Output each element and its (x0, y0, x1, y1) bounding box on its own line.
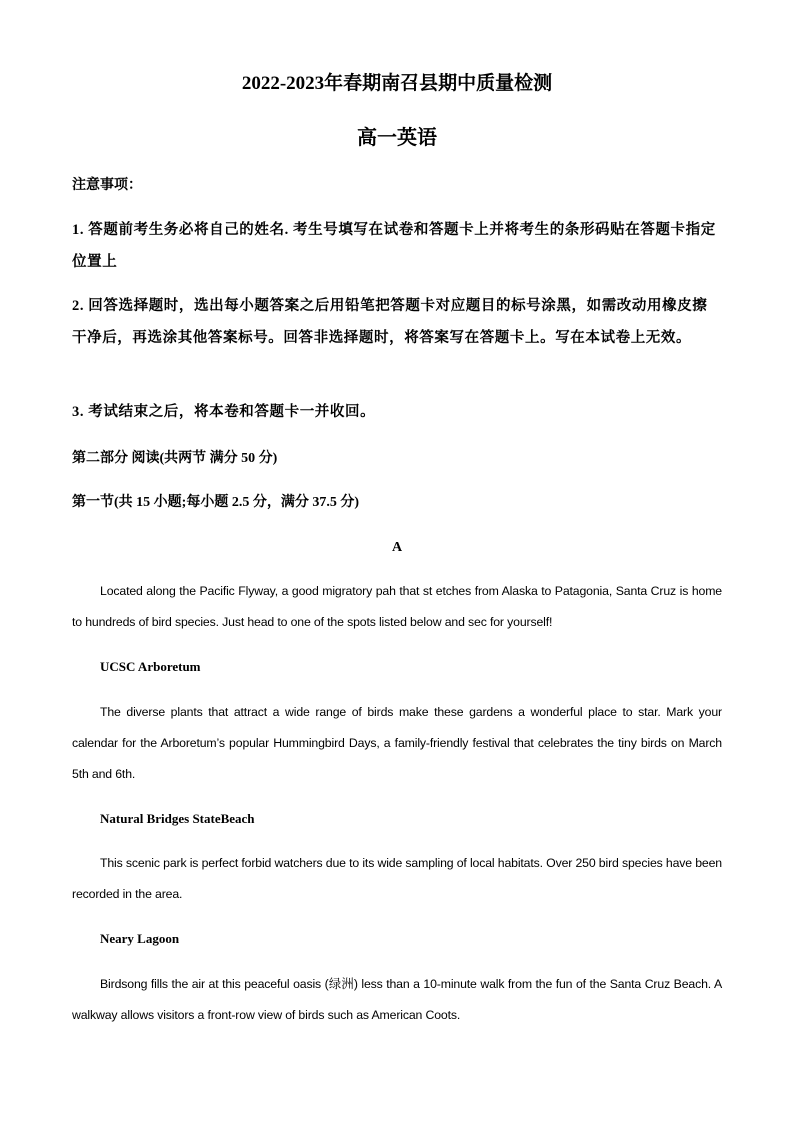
exam-title: 2022-2023年春期南召县期中质量检测 (241, 73, 553, 94)
notice-item-2: 2. 回答选择题时，选出每小题答案之后用铅笔把答题卡对应题目的标号涂黑，如需改动用橡皮擦干净后，再选涂其他答案标号。回答非选择题时，将答案写在答题卡上。写在本试卷上无效。 (72, 298, 708, 346)
section-title: 第一节(共 15 小题;每小题 2.5 分，满分 37.5 分) (72, 495, 359, 510)
spot-heading-neary-lagoon: Neary Lagoon (100, 931, 180, 946)
notice-item-3: 3. 考试结束之后，将本卷和答题卡一并收回。 (72, 404, 376, 420)
notice-heading: 注意事项： (72, 178, 142, 193)
spot-text-neary-lagoon: Birdsong fills the air at this peaceful oasis (绿洲) less than a 10-minute walk from the fun of the Santa Cruz Beach. A walkway allows visitors a front-row view of birds such as American Coots. (72, 977, 722, 1022)
notice-item-1: 1. 答题前考生务必将自己的姓名. 考生号填写在试卷和答题卡上并将考生的条形码贴在答题卡指定位置上 (72, 222, 716, 270)
spot-heading-natural-bridges: Natural Bridges StateBeach (100, 811, 255, 826)
part-title: 第二部分 阅读(共两节 满分 50 分) (72, 451, 278, 466)
spot-text-natural-bridges: This scenic park is perfect forbid watchers due to its wide sampling of local habitats. Over 250 bird species have been recorded in the area. (72, 856, 722, 901)
spot-text-arboretum: The diverse plants that attract a wide range of birds make these gardens a wonderful place to star. Mark your calendar for the Arboretum’s popular Hummingbird Days, a family-friendly festival that celebrates the tiny birds on March 5th and 6th. (72, 705, 722, 781)
spot-heading-arboretum: UCSC Arboretum (100, 659, 201, 674)
passage-label: A (391, 540, 403, 555)
passage-intro: Located along the Pacific Flyway, a good migratory pah that st etches from Alaska to Patagonia, Santa Cruz is home to hundreds of bird species. Just head to one of the spots listed below and sec for yourself! (72, 584, 722, 629)
exam-subject: 高一英语 (357, 127, 437, 149)
